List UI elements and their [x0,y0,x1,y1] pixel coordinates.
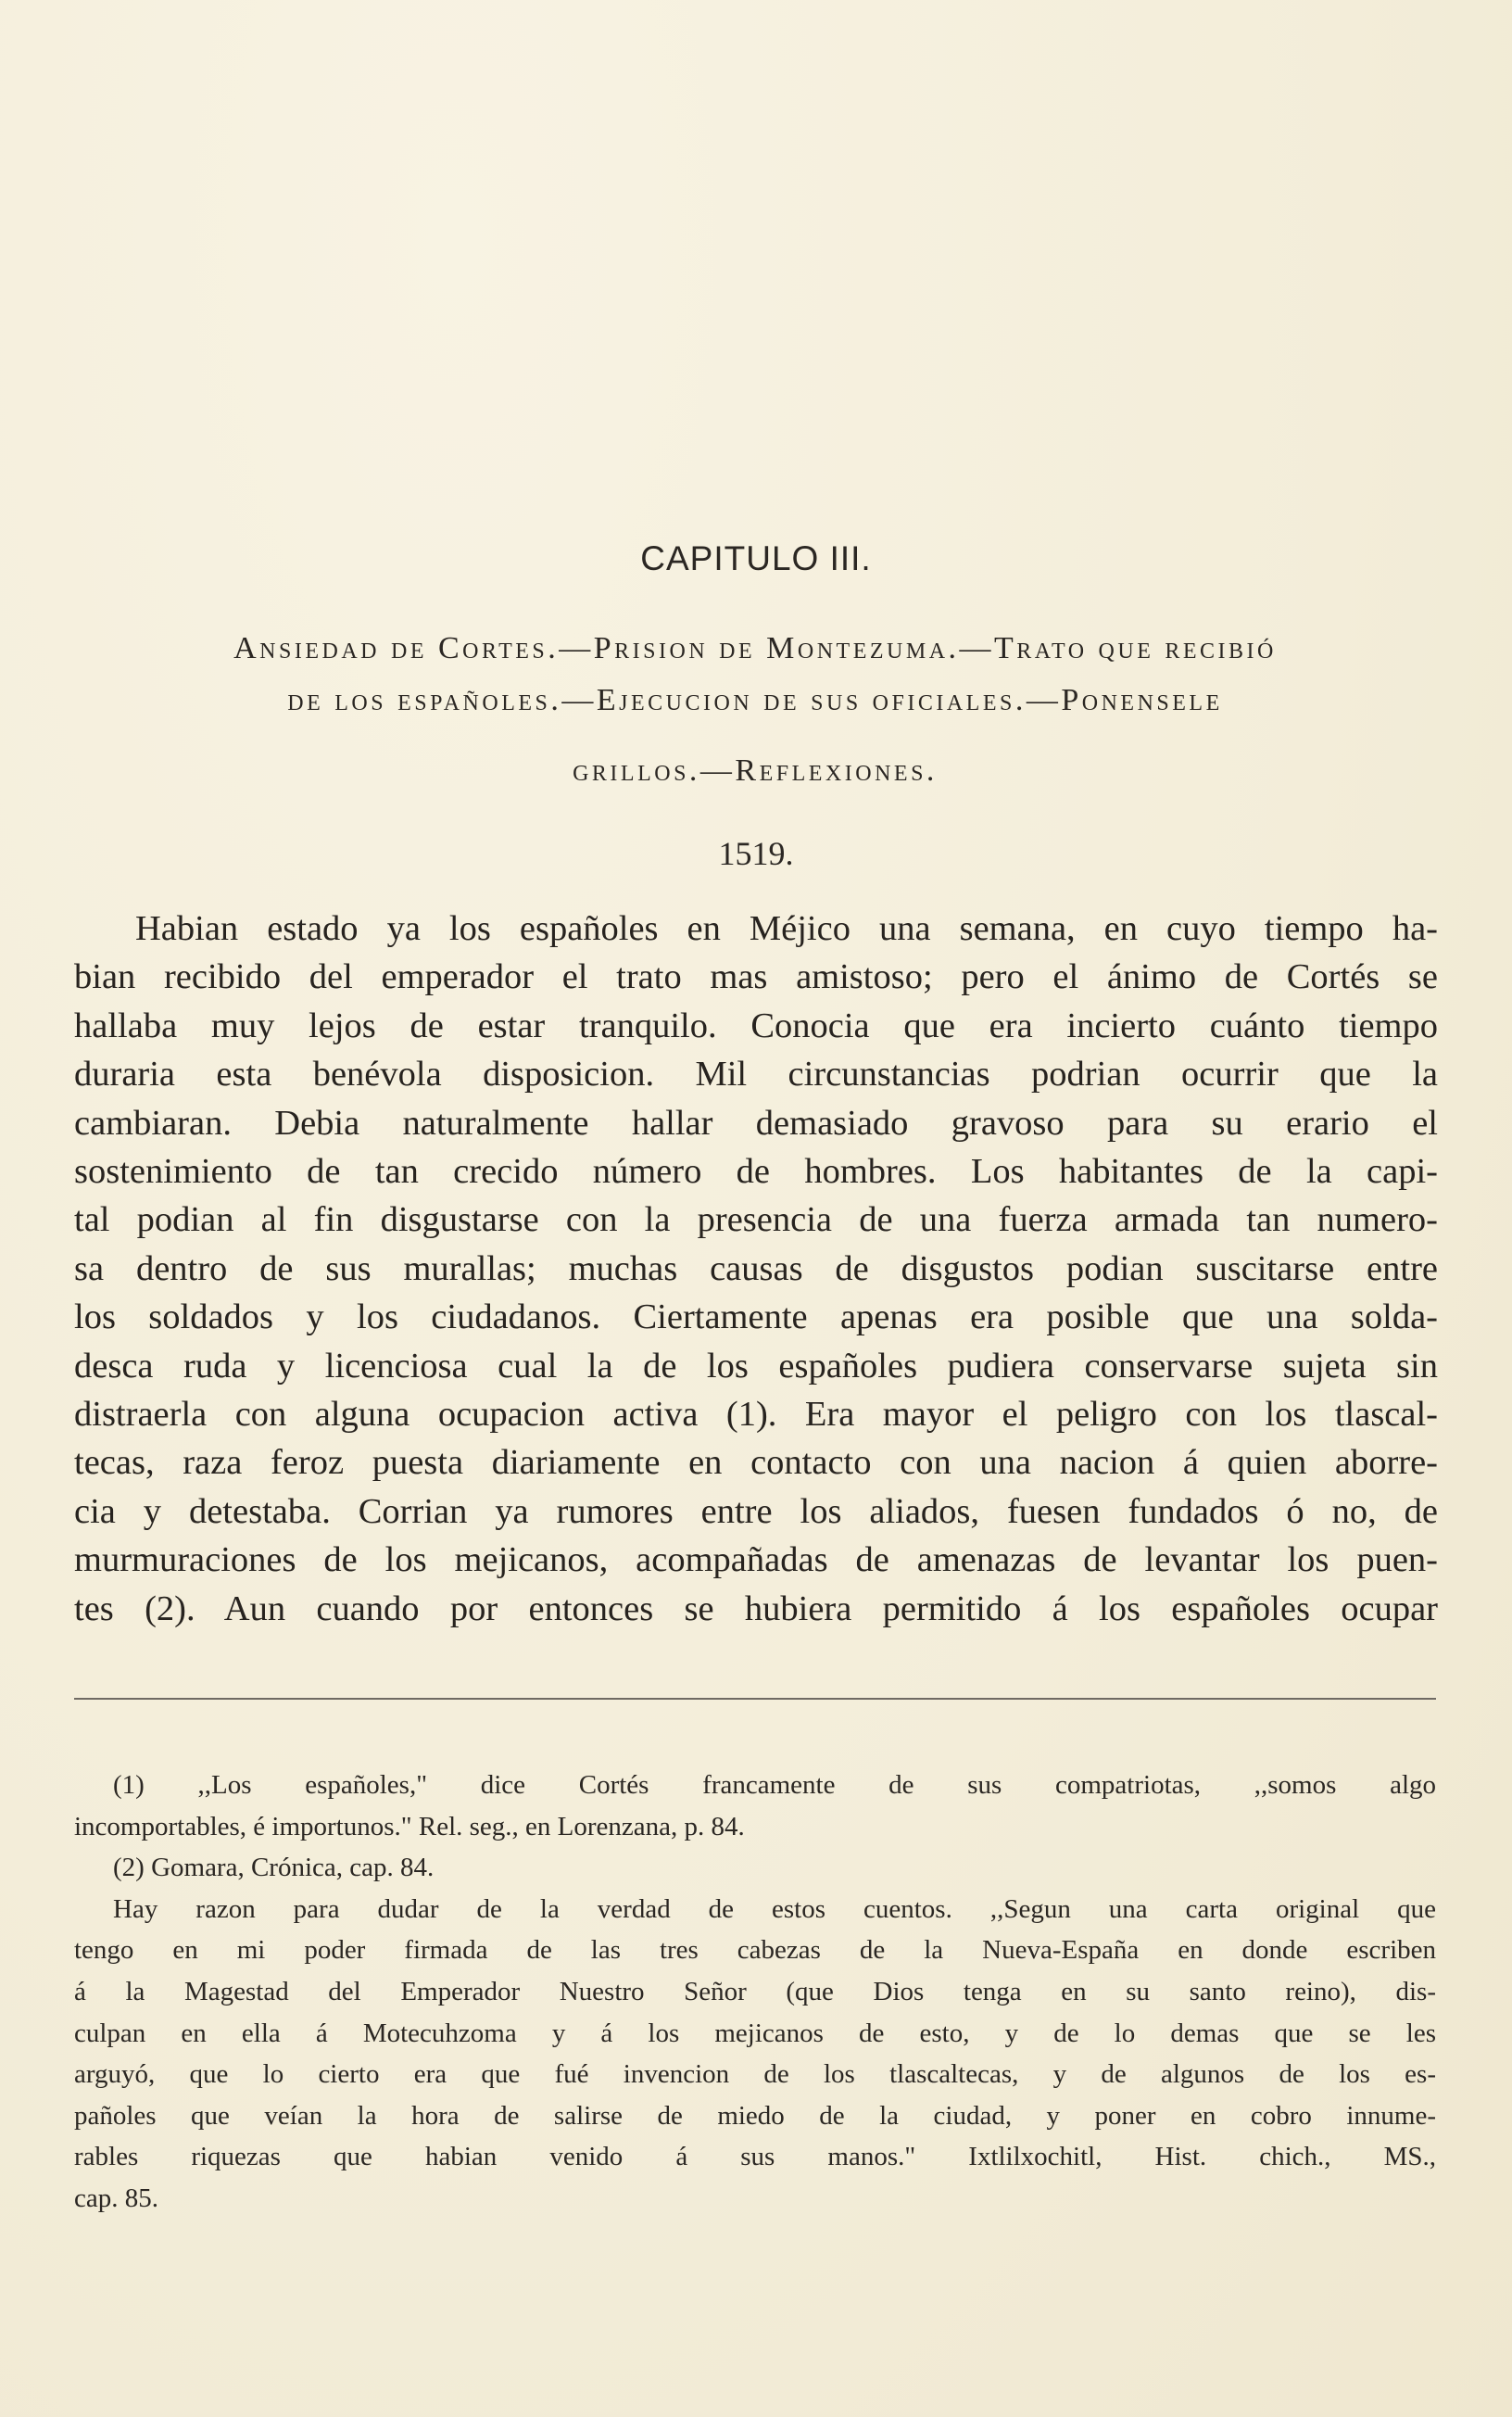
footnote-line: incomportables, é importunos." Rel. seg., en Lorenzana, p. 84. [74,1811,745,1841]
footnote-line: (2) Gomara, Crónica, cap. 84. [113,1853,435,1883]
body-line: tes (2). Aun cuando por entonces se hubiera permitido á los españoles ocupar [74,1588,1438,1628]
body-line: tecas, raza feroz puesta diariamente en contacto con una nacion á quien aborre- [74,1443,1438,1483]
body-line: tal podian al fin disgustarse con la presencia de una fuerza armada tan numero- [74,1200,1438,1240]
body-line: hallaba muy lejos de estar tranquilo. Conocia que era incierto cuánto tiempo [74,1006,1438,1045]
chapter-summary-line-3: grillos.—Reflexiones. [573,753,938,788]
footnote-line: cap. 85. [74,2183,158,2213]
body-line: murmuraciones de los mejicanos, acompañadas de amenazas de levantar los puen- [74,1540,1438,1580]
body-line: cambiaran. Debia naturalmente hallar demasiado gravoso para su erario el [74,1103,1438,1143]
body-line: los soldados y los ciudadanos. Ciertamente apenas era posible que una solda- [74,1297,1438,1337]
body-line: desca ruda y licenciosa cual la de los españoles pudiera conservarse sujeta sin [74,1346,1438,1386]
chapter-summary-line-1: Ansiedad de Cortes.—Prision de Montezuma.—Trato que recibió [233,631,1277,665]
footnote-line: rables riquezas que habian venido á sus manos." Ixtlilxochitl, Hist. chich., MS., [74,2142,1436,2172]
body-line: bian recibido del emperador el trato mas amistoso; pero el ánimo de Cortés se [74,957,1438,997]
footnote-line: pañoles que veían la hora de salirse de miedo de la ciudad, y poner en cobro innume- [74,2100,1436,2131]
body-line: Habian estado ya los españoles en Méjico una semana, en cuyo tiempo ha- [135,909,1438,948]
footnote-divider [74,1698,1436,1700]
footnote-line: Hay razon para dudar de la verdad de estos cuentos. ,,Segun una carta original que [113,1893,1436,1924]
chapter-year: 1519. [718,835,794,872]
footnotes [74,1765,1436,2220]
footnote-line: arguyó, que lo cierto era que fué invencion de los tlascaltecas, y de algunos de los es- [74,2059,1436,2090]
body-line: cia y detestaba. Corrian ya rumores entre los aliados, fuesen fundados ó no, de [74,1491,1438,1531]
footnote-line: tengo en mi poder firmada de las tres cabezas de la Nueva-España en donde escriben [74,1935,1436,1966]
body-line: sa dentro de sus murallas; muchas causas de disgustos podian suscitarse entre [74,1248,1438,1288]
body-line: sostenimiento de tan crecido número de hombres. Los habitantes de la capi- [74,1152,1438,1192]
body-paragraph [74,905,1438,1633]
chapter-title: CAPITULO III. [640,539,872,577]
chapter-summary-line-2: de los españoles.—Ejecucion de sus oficiales.—Ponensele [287,683,1223,717]
body-line: duraria esta benévola disposicion. Mil circunstancias podrian ocurrir que la [74,1055,1438,1095]
footnote-line: culpan en ella á Motecuhzoma y á los mejicanos de esto, y de lo demas que se les [74,2018,1436,2048]
body-line: distraerla con alguna ocupacion activa (1). Era mayor el peligro con los tlascal- [74,1395,1438,1435]
footnote-line: á la Magestad del Emperador Nuestro Señor (que Dios tenga en su santo reino), dis- [74,1976,1436,2006]
footnote-line: (1) ,,Los españoles," dice Cortés francamente de sus compatriotas, ,,somos algo [113,1770,1436,1800]
